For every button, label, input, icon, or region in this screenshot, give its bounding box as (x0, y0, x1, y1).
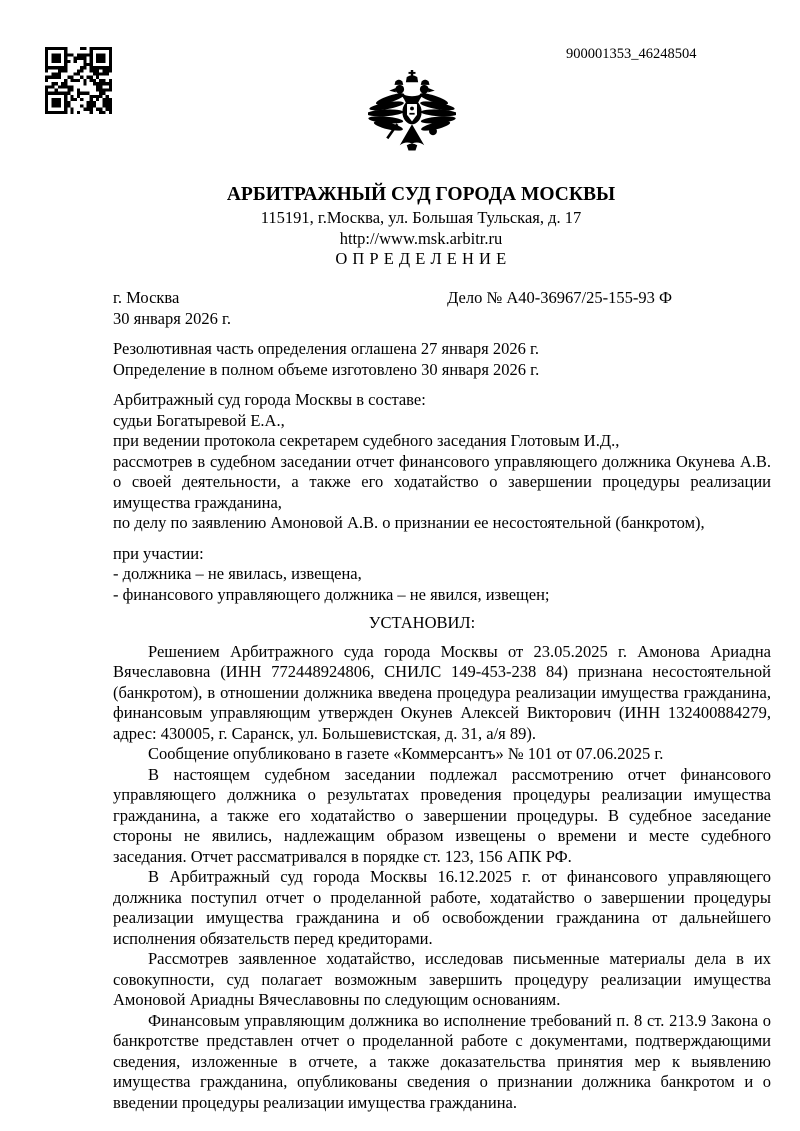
qr-code-icon (45, 47, 112, 114)
body-paragraph-manager-report: Финансовым управляющим должника во исполнение требований п. 8 ст. 213.9 Закона о банкротстве представлен отчет о проделанной работе с документами, подтверждающими сведения, изложенные в отчете, а также доказательства принятия мер к выявлению имущества гражданина, опубликованы сведения о признании должника банкротом и о введении процедуры реализации имущества гражданина. (113, 1010, 771, 1112)
participation-manager-line: - финансового управляющего должника – не явился, извещен; (113, 584, 550, 604)
ustanovil-heading: УСТАНОВИЛ: (368, 613, 476, 632)
judge-line: судьи Богатыревой Е.А., (113, 410, 285, 430)
court-header (113, 184, 729, 270)
resolution-full-text-line: Определение в полном объеме изготовлено 30 января 2026 г. (113, 359, 540, 379)
document-type-title: О П Р Е Д Е Л Е Н И Е (335, 249, 507, 268)
secretary-line: при ведении протокола секретарем судебного заседания Глотовым И.Д., (113, 431, 620, 450)
participation-header: при участии: (113, 543, 204, 563)
court-address: 115191, г.Москва, ул. Большая Тульская, д. 17 (260, 208, 582, 227)
document-number: 900001353_46248504 (566, 46, 697, 62)
court-name: АРБИТРАЖНЫЙ СУД ГОРОДА МОСКВЫ (226, 184, 616, 205)
resolution-announced-line: Резолютивная часть определения оглашена 27 января 2026 г. (113, 339, 539, 358)
body-paragraph-publication: Сообщение опубликовано в газете «Коммерсантъ» № 101 от 07.06.2025 г. (148, 744, 664, 763)
application-line: по делу по заявлению Амоновой А.В. о признании ее несостоятельной (банкротом), (113, 513, 705, 532)
document-body (113, 288, 771, 1113)
case-number: Дело № А40-36967/25-155-93 Ф (447, 288, 672, 307)
participation-debtor-line: - должника – не явилась, извещена, (113, 564, 362, 583)
body-paragraph-court-conclusion: Рассмотрев заявленное ходатайство, исследовав письменные материалы дела в их совокупности, суд полагает возможным завершить процедуру реализации имущества Амоновой Ариадны Вячеславовны по следующим основаниям. (113, 949, 771, 1009)
coat-of-arms-icon (368, 70, 456, 168)
body-paragraph-hearing: В настоящем судебном заседании подлежал рассмотрению отчет финансового управляющего должника о результатах проведения процедуры реализации имущества гражданина, а также его ходатайство о завершении процедуры. В судебное заседание стороны не явились, надлежащим образом извещены о времени и месте судебного заседания. Отчет рассматривался в порядке ст. 123, 156 АПК РФ. (113, 764, 771, 866)
case-info-row (113, 288, 771, 309)
court-url: http://www.msk.arbitr.ru (339, 228, 503, 248)
case-subject-paragraph: рассмотрев в судебном заседании отчет финансового управляющего должника Окунева А.В. о своей деятельности, а также его ходатайство о завершении процедуры реализации имущества гражданина, (113, 451, 771, 512)
body-paragraph-report-received: В Арбитражный суд города Москвы 16.12.2025 г. от финансового управляющего должника поступил отчет о проделанной работе, ходатайство о завершении процедуры реализации имущества гражданина и об освобождении гражданина от дальнейшего исполнения обязательств перед кредиторами. (113, 867, 771, 948)
city-label: г. Москва (113, 288, 180, 307)
body-paragraph-decision: Решением Арбитражного суда города Москвы от 23.05.2025 г. Амонова Ариадна Вячеславовна (ИНН 772448924806, СНИЛС 149-453-238 84) признана несостоятельной (банкротом), в отношении должника введена процедура реализации имущества гражданина, финансовым управляющим утвержден Окунев Алексей Викторович (ИНН 132400884279, адрес: 430005, г. Саранск, ул. Большевистская, д. 31, а/я 89). (113, 641, 771, 743)
document-date: 30 января 2026 г. (113, 308, 232, 328)
court-composition-line: Арбитражный суд города Москвы в составе: (113, 390, 426, 409)
